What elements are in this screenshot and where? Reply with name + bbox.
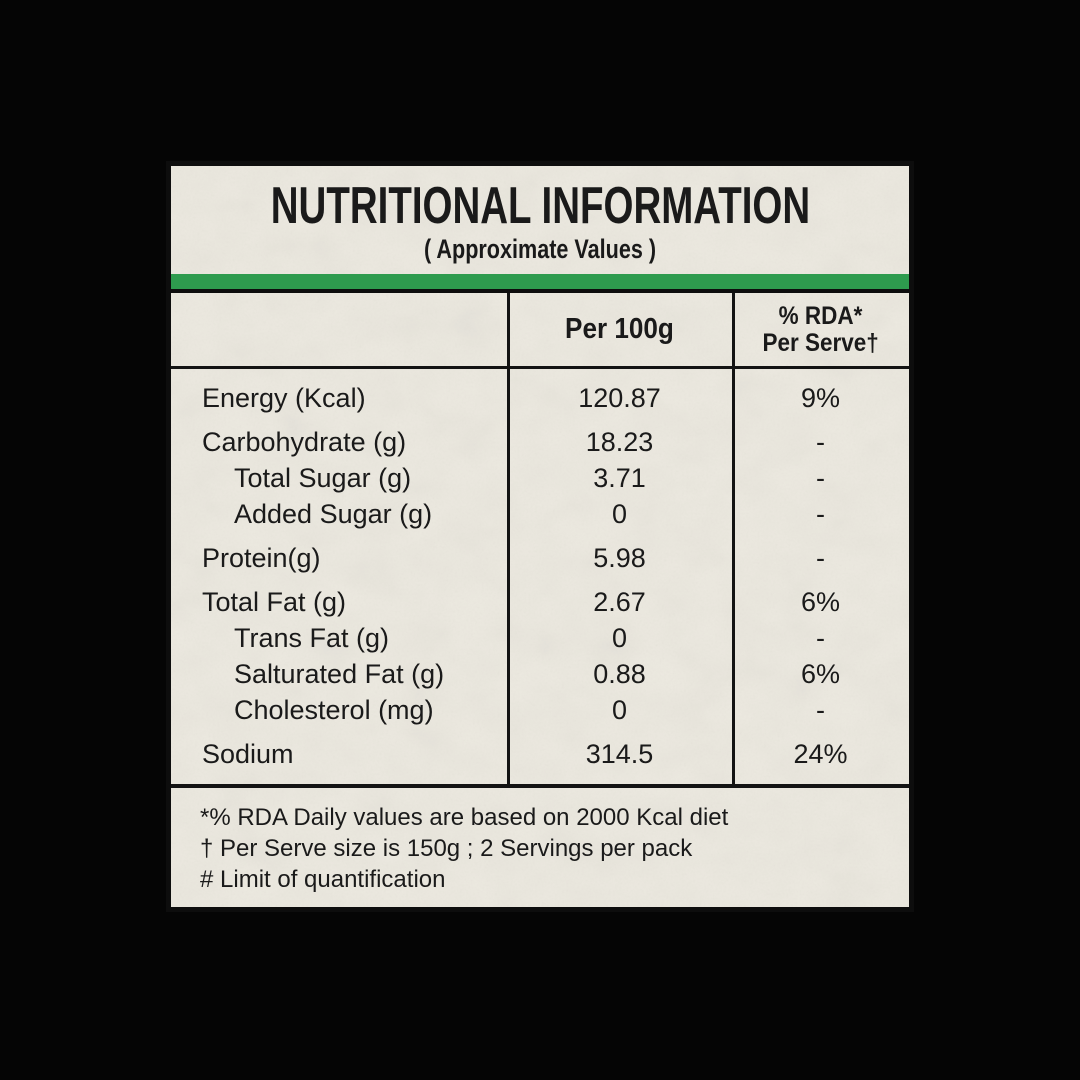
footnotes [171,788,909,895]
table-row-sodium [171,736,909,772]
row-per-100g-value: 3.71 [593,462,646,493]
row-per-100g-value: 18.23 [585,426,654,457]
footnote-rda: *% RDA Daily values are based on 2000 Kcal diet [200,804,729,831]
table-row-protein [171,540,909,576]
column-divider-1 [507,293,510,784]
row-rda-value: 24% [793,738,848,769]
row-label: Salturated Fat (g) [234,658,445,689]
header-rda-per-serve: % RDA* Per Serve† [762,301,879,357]
footnote-serve-size: † Per Serve size is 150g ; 2 Servings per pack [200,835,693,862]
header-per-100g: Per 100g [565,313,674,345]
table-row-total-sugar [171,460,909,496]
row-rda-value: - [816,426,825,457]
table-row-cholesterol [171,692,909,728]
row-per-100g-value: 0 [611,498,628,529]
row-label: Trans Fat (g) [234,622,390,653]
row-per-100g-value: 314.5 [585,738,654,769]
row-label: Added Sugar (g) [234,498,433,529]
page-subtitle: ( Approximate Values ) [423,234,657,264]
table-header-row [171,293,909,369]
table-row-trans-fat [171,620,909,656]
table-row-carbohydrate [171,424,909,460]
row-label: Total Sugar (g) [234,462,412,493]
row-label: Cholesterol (mg) [234,694,434,725]
row-per-100g-value: 0 [611,622,628,653]
table-body [171,369,909,784]
label-content [171,166,909,907]
table-row-energy [171,380,909,416]
row-label: Energy (Kcal) [202,382,366,413]
row-rda-value: 6% [800,586,841,617]
page-title: NUTRITIONAL INFORMATION [270,177,810,235]
row-per-100g-value: 0.88 [593,658,646,689]
nutrition-label-card [166,161,914,912]
column-divider-2 [732,293,735,784]
row-per-100g-value: 2.67 [593,586,646,617]
row-rda-value: 6% [800,658,841,689]
row-label: Protein(g) [202,542,321,573]
green-accent-bar [171,274,909,293]
table-row-total-fat [171,584,909,620]
row-label: Carbohydrate (g) [202,426,407,457]
row-rda-value: 9% [800,382,841,413]
table-row-added-sugar [171,496,909,532]
row-label: Total Fat (g) [202,586,347,617]
title-block [171,166,909,274]
row-rda-value: - [816,622,825,653]
row-label: Sodium [202,738,294,769]
row-rda-value: - [816,542,825,573]
row-rda-value: - [816,498,825,529]
table-row-saturated-fat [171,656,909,692]
row-rda-value: - [816,462,825,493]
row-per-100g-value: 5.98 [593,542,646,573]
footnote-quantification: # Limit of quantification [200,866,446,893]
row-rda-value: - [816,694,825,725]
nutrition-table [171,293,909,788]
row-per-100g-value: 120.87 [578,382,661,413]
row-per-100g-value: 0 [611,694,628,725]
